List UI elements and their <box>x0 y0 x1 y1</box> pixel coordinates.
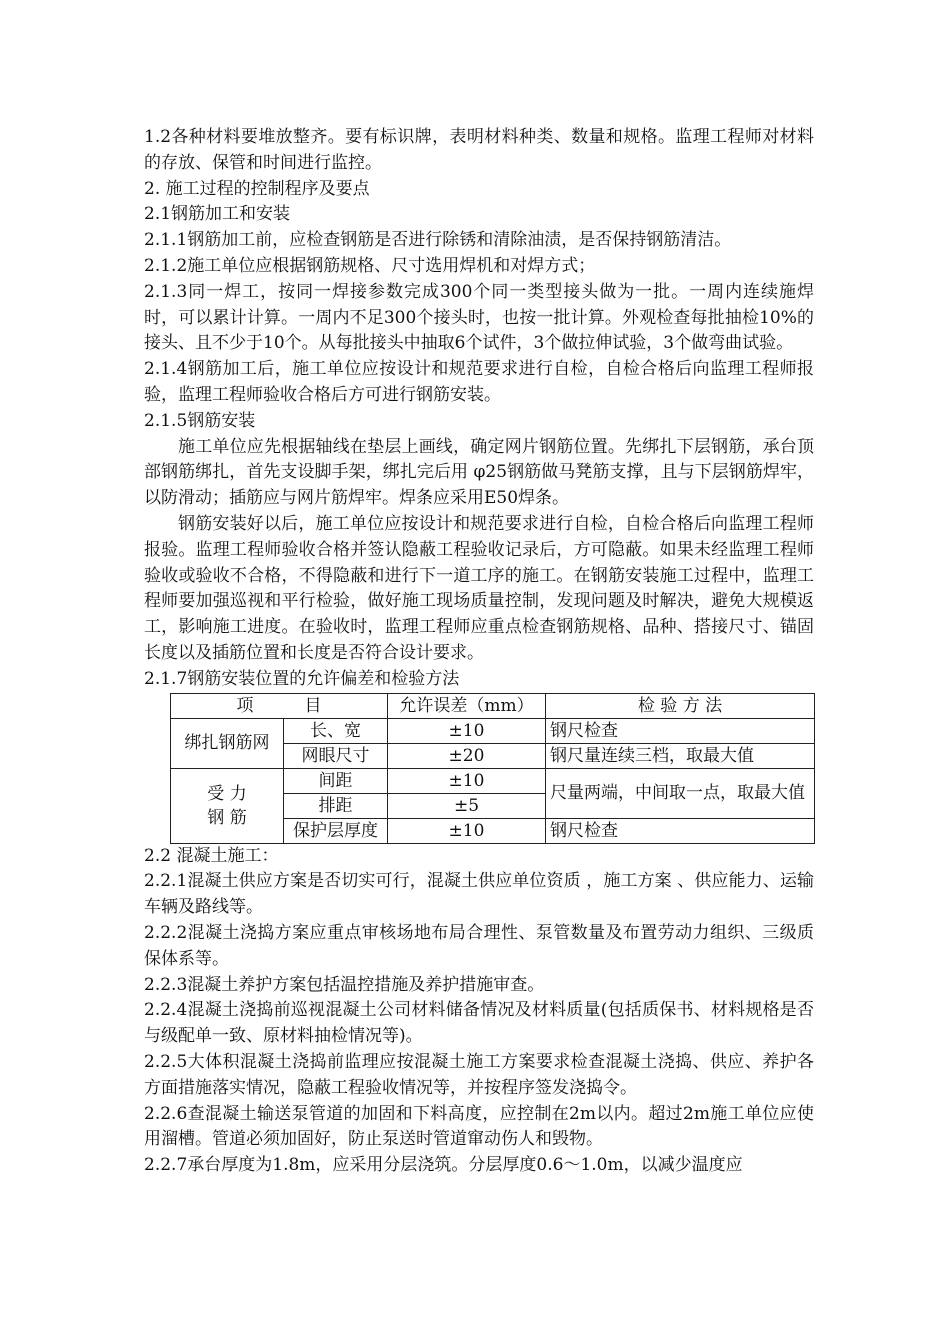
group-label-stressed-rebar <box>171 768 284 843</box>
tolerance-table <box>170 693 815 844</box>
paragraph-2-2-6: 2.2.6查混凝土输送泵管道的加固和下料高度，应控制在2m以内。超过2m施工单位应使用溜槽。管道必须加固好，防止泵送时管道窜动伤人和毁物。 <box>144 1103 814 1150</box>
tolerance-value: ±10 <box>388 768 546 793</box>
table-row <box>171 718 815 743</box>
sub-item: 网眼尺寸 <box>284 743 388 768</box>
paragraph-2-2-2: 2.2.2混凝土浇捣方案应重点审核场地布局合理性、泵管数量及布置劳动力组织、三级质保体系等。 <box>144 922 814 969</box>
method-cell: 钢尺检查 <box>546 818 815 843</box>
table-header-row <box>171 693 815 718</box>
header-method: 检 验 方 法 <box>546 693 815 718</box>
method-cell: 钢尺检查 <box>546 718 815 743</box>
tolerance-value: ±5 <box>388 793 546 818</box>
section-heading-2: 2. 施工过程的控制程序及要点 <box>144 178 370 199</box>
tolerance-value: ±20 <box>388 743 546 768</box>
header-tolerance: 允许误差（mm） <box>388 693 546 718</box>
paragraph-2-1-1: 2.1.1钢筋加工前，应检查钢筋是否进行除锈和清除油渍，是否保持钢筋清洁。 <box>144 230 732 251</box>
paragraph-rebar-install: 施工单位应先根据轴线在垫层上画线，确定网片钢筋位置。先绑扎下层钢筋，承台顶部钢筋绑扎，首先支设脚手架，绑扎完后用 φ25钢筋做马凳筋支撑，且与下层钢筋焊牢，以防滑动；插筋应与网片筋焊牢。焊条应采用E50焊条。 <box>144 436 814 509</box>
paragraph-2-2-3: 2.2.3混凝土养护方案包括温控措施及养护措施审查。 <box>144 974 545 995</box>
method-cell: 钢尺量连续三档，取最大值 <box>546 743 815 768</box>
group-label-mesh: 绑扎钢筋网 <box>171 718 284 768</box>
group-label-line: 受 力 <box>207 783 247 804</box>
paragraph-2-1-4: 2.1.4钢筋加工后，施工单位应按设计和规范要求进行自检，自检合格后向监理工程师报验，监理工程师验收合格后方可进行钢筋安装。 <box>144 359 814 405</box>
section-heading-2-1-5: 2.1.5钢筋安装 <box>144 410 256 431</box>
sub-item: 排距 <box>284 793 388 818</box>
document-page <box>144 125 814 1179</box>
sub-item: 间距 <box>284 768 388 793</box>
paragraph-2-1-3: 2.1.3同一焊工，按同一焊接参数完成300个同一类型接头做为一批。一周内连续施焊时，可以累计计算。一周内不足300个接头时，也按一批计算。外观检查每批抽检10%的接头、且不少于10个。从每批接头中抽取6个试件，3个做拉伸试验，3个做弯曲试验。 <box>144 281 814 354</box>
method-cell: 尺量两端，中间取一点，取最大值 <box>546 768 815 818</box>
header-item: 项 目 <box>171 693 388 718</box>
paragraph-2-2-5: 2.2.5大体积混凝土浇捣前监理应按混凝土施工方案要求检查混凝土浇捣、供应、养护各方面措施落实情况，隐蔽工程验收情况等，并按程序签发浇捣令。 <box>144 1051 814 1098</box>
sub-item: 长、宽 <box>284 718 388 743</box>
section-heading-2-1: 2.1钢筋加工和安装 <box>144 204 291 225</box>
sub-item: 保护层厚度 <box>284 818 388 843</box>
paragraph-2-1-2: 2.1.2施工单位应根据钢筋规格、尺寸选用焊机和对焊方式； <box>144 255 596 276</box>
paragraph-material-stacking: 1.2各种材料要堆放整齐。要有标识牌，表明材料种类、数量和规格。监理工程师对材料的存放、保管和时间进行监控。 <box>144 127 814 173</box>
paragraph-rebar-inspection: 钢筋安装好以后，施工单位应按设计和规范要求进行自检，自检合格后向监理工程师报验。监理工程师验收合格并签认隐蔽工程验收记录后，方可隐蔽。如果未经监理工程师验收或验收不合格，不得隐蔽和进行下一道工序的施工。在钢筋安装施工过程中，监理工程师要加强巡视和平行检验，做好施工现场质量控制，发现问题及时解决，避免大规模返工，影响施工进度。在验收时，监理工程师应重点检查钢筋规格、品种、搭接尺寸、锚固长度以及插筋位置和长度是否符合设计要求。 <box>144 513 814 663</box>
paragraph-2-2-7: 2.2.7承台厚度为1.8m，应采用分层浇筑。分层厚度0.6～1.0m，以减少温度应 <box>144 1155 743 1176</box>
table-row <box>171 768 815 793</box>
paragraph-2-2-1: 2.2.1混凝土供应方案是否切实可行，混凝土供应单位资质 ，施工方案 、供应能力、运输车辆及路线等。 <box>144 871 814 918</box>
section-heading-2-2: 2.2 混凝土施工： <box>144 845 279 866</box>
table-caption: 2.1.7钢筋安装位置的允许偏差和检验方法 <box>144 668 460 689</box>
group-label-line: 钢 筋 <box>207 807 247 828</box>
paragraph-2-2-4: 2.2.4混凝土浇捣前巡视混凝土公司材料储备情况及材料质量(包括质保书、材料规格是否与级配单一致、原材料抽检情况等)。 <box>144 1000 814 1047</box>
tolerance-value: ±10 <box>388 818 546 843</box>
tolerance-value: ±10 <box>388 718 546 743</box>
